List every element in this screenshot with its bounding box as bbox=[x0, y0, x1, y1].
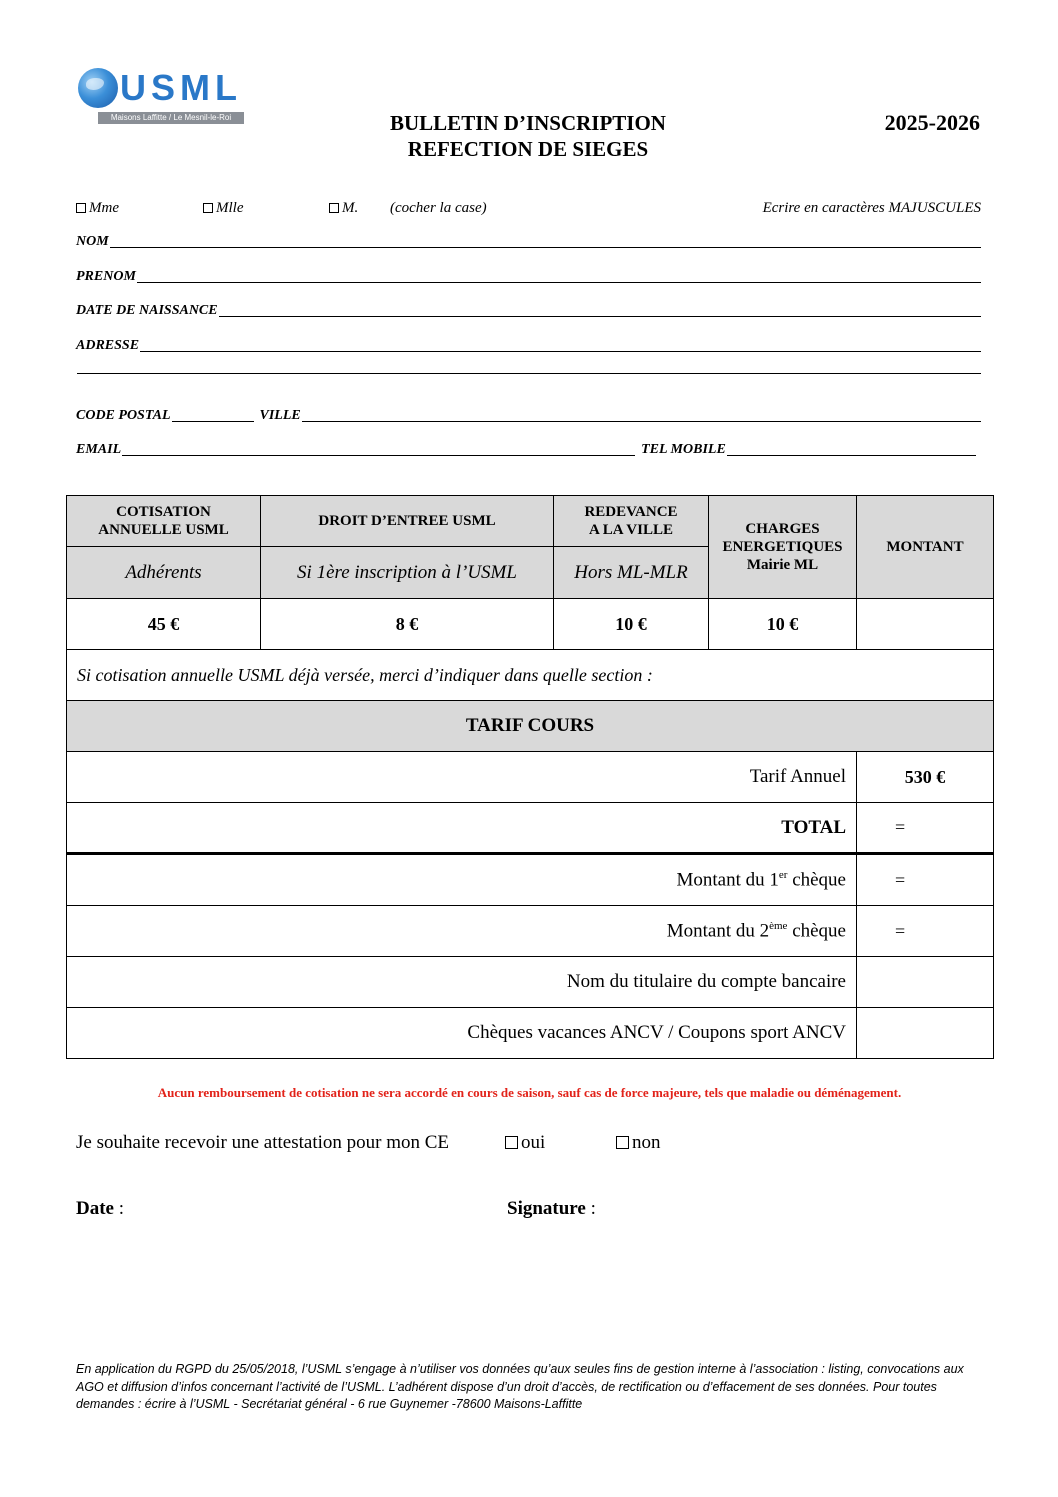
attestation-question: Je souhaite recevoir une attestation pour mon CE bbox=[76, 1132, 450, 1153]
code-postal-input-line[interactable] bbox=[172, 421, 254, 422]
logo-subtitle: Maisons Laffitte / Le Mesnil-le-Roi bbox=[98, 112, 244, 124]
titulaire-row bbox=[67, 957, 994, 1008]
charges-header: CHARGES ENERGETIQUES Mairie ML bbox=[709, 496, 857, 599]
checkbox-icon[interactable] bbox=[203, 203, 213, 213]
globe-icon bbox=[78, 68, 118, 108]
date-naissance-input-line[interactable] bbox=[219, 316, 981, 317]
signature-field[interactable]: Signature : bbox=[507, 1198, 596, 1219]
tarif-cours-heading: TARIF COURS bbox=[67, 701, 994, 752]
ancv-row bbox=[67, 1008, 994, 1059]
checkbox-icon[interactable] bbox=[505, 1136, 518, 1149]
prenom-field[interactable]: PRENOM bbox=[76, 269, 981, 285]
cheque1-label: Montant du 1er chèque bbox=[67, 854, 857, 906]
redevance-header: REDEVANCE A LA VILLE bbox=[554, 496, 709, 547]
cheque2-label: Montant du 2ème chèque bbox=[67, 906, 857, 957]
droit-subheader: Si 1ère inscription à l’USML bbox=[261, 547, 554, 599]
checkbox-icon[interactable] bbox=[76, 203, 86, 213]
date-field[interactable]: Date : bbox=[76, 1198, 125, 1219]
email-tel-row bbox=[76, 442, 976, 458]
document-title bbox=[300, 110, 756, 162]
rgpd-notice: En application du RGPD du 25/05/2018, l’USML s’engage à n’utiliser vos données qu’aux seules fins de gestion interne à l’association : listing, convocations aux AGO et diffusion d’infos concernant l’activité de l’USML. L’adhérent dispose d’un droit d’accès, de rectification ou d’effacement de ses données. Pour toutes demandes : écrire à l’USML - Secrétariat général - 6 rue Guynemer -78600 Maisons-Laffitte bbox=[76, 1362, 964, 1411]
tarif-annuel-row bbox=[67, 752, 994, 803]
civility-m[interactable]: M. bbox=[329, 199, 358, 217]
nom-input-line[interactable] bbox=[110, 247, 981, 248]
tarif-annuel-label: Tarif Annuel bbox=[67, 752, 857, 803]
code-postal-ville-row bbox=[76, 408, 981, 424]
section-note[interactable]: Si cotisation annuelle USML déjà versée, merci d’indiquer dans quelle section : bbox=[67, 650, 994, 701]
adresse-input-line-2[interactable] bbox=[77, 373, 981, 374]
adresse-field[interactable]: ADRESSE bbox=[76, 338, 981, 354]
checkbox-icon[interactable] bbox=[329, 203, 339, 213]
checkbox-icon[interactable] bbox=[616, 1136, 629, 1149]
prenom-input-line[interactable] bbox=[137, 282, 981, 283]
title-line-2: REFECTION DE SIEGES bbox=[407, 137, 649, 161]
total-input-cell[interactable]: = bbox=[857, 803, 994, 854]
section-note-row[interactable] bbox=[67, 650, 994, 701]
title-line-1: BULLETIN D’INSCRIPTION bbox=[390, 111, 666, 135]
civility-hint: (cocher la case) bbox=[390, 200, 487, 216]
tarif-cours-row bbox=[67, 701, 994, 752]
civility-mlle[interactable]: Mlle bbox=[203, 199, 244, 217]
cheque1-input-cell[interactable]: = bbox=[857, 854, 994, 906]
titulaire-input-cell[interactable] bbox=[857, 957, 994, 1008]
adresse-line-2[interactable] bbox=[76, 373, 981, 376]
titulaire-label: Nom du titulaire du compte bancaire bbox=[67, 957, 857, 1008]
cotisation-subheader: Adhérents bbox=[67, 547, 261, 599]
cheque2-input-cell[interactable]: = bbox=[857, 906, 994, 957]
email-input-line[interactable] bbox=[122, 455, 635, 456]
usml-logo bbox=[78, 66, 248, 128]
redevance-value: 10 € bbox=[554, 599, 709, 650]
tel-label: TEL MOBILE bbox=[641, 442, 726, 457]
uppercase-instruction: Ecrire en caractères MAJUSCULES bbox=[762, 200, 981, 216]
refund-notice: Aucun remboursement de cotisation ne sera accordé en cours de saison, sauf cas de force majeure, tels que maladie ou déménagement. bbox=[157, 1085, 902, 1100]
season-year: 2025-2026 bbox=[884, 110, 980, 135]
cotisation-value: 45 € bbox=[67, 599, 261, 650]
code-postal-label: CODE POSTAL bbox=[76, 408, 171, 423]
ancv-input-cell[interactable] bbox=[857, 1008, 994, 1059]
charges-value: 10 € bbox=[709, 599, 857, 650]
date-naissance-field[interactable]: DATE DE NAISSANCE bbox=[76, 303, 981, 319]
email-label: EMAIL bbox=[76, 442, 122, 457]
attestation-no[interactable]: non bbox=[616, 1132, 661, 1154]
tarif-annuel-value: 530 € bbox=[857, 752, 994, 803]
droit-entree-header: DROIT D’ENTREE USML bbox=[261, 496, 554, 547]
table-values-row bbox=[67, 599, 994, 650]
cheque2-row bbox=[67, 906, 994, 957]
ville-input-line[interactable] bbox=[302, 421, 981, 422]
attestation-yes[interactable]: oui bbox=[505, 1132, 545, 1154]
droit-value: 8 € bbox=[261, 599, 554, 650]
total-label: TOTAL bbox=[67, 803, 857, 854]
cotisation-header: COTISATION ANNUELLE USML bbox=[67, 496, 261, 547]
cheque1-row bbox=[67, 854, 994, 906]
fees-table bbox=[66, 495, 994, 1059]
nom-field[interactable]: NOM bbox=[76, 234, 981, 250]
montant-header: MONTANT bbox=[857, 496, 994, 599]
tel-input-line[interactable] bbox=[727, 455, 976, 456]
ville-label: VILLE bbox=[259, 408, 301, 423]
table-header-row bbox=[67, 496, 994, 547]
logo-text: USML bbox=[120, 67, 242, 108]
redevance-subheader: Hors ML-MLR bbox=[554, 547, 709, 599]
civility-mme[interactable]: Mme bbox=[76, 199, 119, 217]
total-row bbox=[67, 803, 994, 854]
ancv-label: Chèques vacances ANCV / Coupons sport ANCV bbox=[67, 1008, 857, 1059]
adresse-input-line[interactable] bbox=[140, 351, 981, 352]
montant-input-cell[interactable] bbox=[857, 599, 994, 650]
